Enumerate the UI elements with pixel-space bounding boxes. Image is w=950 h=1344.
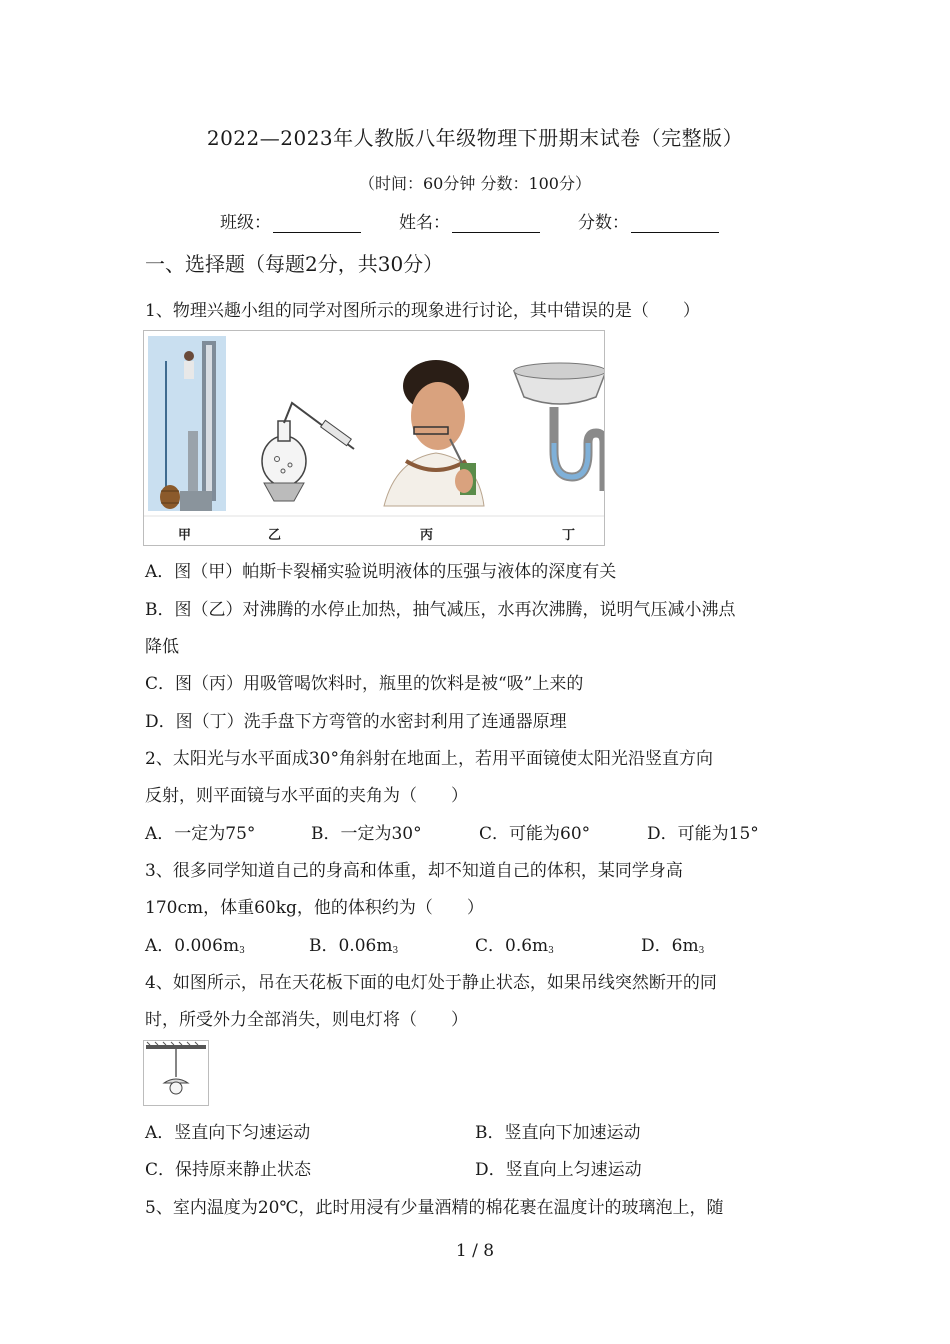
score-label: 分数： <box>578 213 629 233</box>
q4-options-row2 <box>145 1155 642 1180</box>
section-heading: 一、选择题（每题2分，共30分） <box>145 252 444 276</box>
class-blank[interactable] <box>273 212 361 233</box>
name-label: 姓名： <box>399 213 450 233</box>
q4-stem-line1: 4、如图所示，吊在天花板下面的电灯处于静止状态，如果吊线突然断开的同 <box>145 973 717 993</box>
score-blank[interactable] <box>631 212 719 233</box>
q2-stem-line2: 反射，则平面镜与水平面的夹角为（ ） <box>145 786 468 806</box>
pascal-barrel-illustration <box>148 336 226 511</box>
unit-superscript: 3 <box>548 946 554 956</box>
name-blank[interactable] <box>452 212 540 233</box>
q2-option-b[interactable]: B．一定为30° <box>311 824 422 844</box>
q3-option-a[interactable] <box>145 931 309 956</box>
q3-options <box>145 931 704 956</box>
unit-superscript: 3 <box>392 946 399 956</box>
q3-option-d-text: D．6m <box>641 936 699 956</box>
student-info-row <box>220 208 757 233</box>
unit-superscript: 3 <box>239 946 245 956</box>
name-field[interactable] <box>399 208 540 233</box>
class-label: 班级： <box>220 213 271 233</box>
q4-option-c[interactable]: C．保持原来静止状态 <box>145 1160 312 1180</box>
figure-label-ding: 丁 <box>562 528 576 543</box>
q3-option-b-text: B．0.06m <box>309 936 393 956</box>
hanging-lamp-icon <box>144 1041 208 1105</box>
q4-options-row1 <box>145 1118 641 1143</box>
q3-stem-line2: 170cm，体重60kg，他的体积约为（ ） <box>145 898 484 918</box>
q1-option-d[interactable]: D．图（丁）洗手盘下方弯管的水密封利用了连通器原理 <box>145 712 567 732</box>
figure-label-bing: 丙 <box>420 528 434 543</box>
q3-option-a-text: A．0.006m <box>145 936 240 956</box>
q1-option-b[interactable]: B．图（乙）对沸腾的水停止加热，抽气减压，水再次沸腾，说明气压减小沸点 <box>145 600 736 620</box>
figure-label-yi: 乙 <box>268 528 282 543</box>
q3-stem-line1: 3、很多同学知道自己的身高和体重，却不知道自己的体积，某同学身高 <box>145 861 683 881</box>
q3-option-c[interactable] <box>475 931 641 956</box>
q5-stem-line1: 5、室内温度为20℃，此时用浸有少量酒精的棉花裹在温度计的玻璃泡上，随 <box>145 1198 724 1218</box>
q2-stem-line1: 2、太阳光与水平面成30°角斜射在地面上，若用平面镜使太阳光沿竖直方向 <box>145 749 713 769</box>
q3-option-d[interactable] <box>641 931 704 956</box>
q1-figure-drawing <box>144 331 604 545</box>
class-field[interactable] <box>220 208 361 233</box>
sink-trap-illustration <box>514 363 604 491</box>
q2-option-c[interactable]: C．可能为60° <box>479 824 591 844</box>
q2-option-a[interactable]: A．一定为75° <box>145 824 256 844</box>
page-number: 1 / 8 <box>455 1241 495 1261</box>
page-title: 2022—2023年人教版八年级物理下册期末试卷（完整版） <box>206 126 744 150</box>
q4-stem-line2: 时，所受外力全部消失，则电灯将（ ） <box>145 1010 468 1030</box>
q2-options <box>145 819 759 844</box>
score-field[interactable] <box>578 208 719 233</box>
q4-lamp-figure <box>143 1040 209 1106</box>
q3-option-b[interactable] <box>309 931 475 956</box>
q1-figure <box>143 330 605 546</box>
q1-option-a[interactable]: A．图（甲）帕斯卡裂桶实验说明液体的压强与液体的深度有关 <box>145 562 617 582</box>
q4-option-b[interactable]: B．竖直向下加速运动 <box>475 1123 641 1143</box>
boiling-flask-illustration <box>262 403 354 501</box>
q2-option-d[interactable]: D．可能为15° <box>647 824 759 844</box>
q4-option-d[interactable]: D．竖直向上匀速运动 <box>475 1160 642 1180</box>
figure-label-jia: 甲 <box>178 528 192 543</box>
q1-option-c[interactable]: C．图（丙）用吸管喝饮料时，瓶里的饮料是被“吸”上来的 <box>145 674 584 694</box>
q3-option-c-text: C．0.6m <box>475 936 549 956</box>
q4-option-a[interactable]: A．竖直向下匀速运动 <box>145 1123 311 1143</box>
exam-subtitle: （时间：60分钟 分数：100分） <box>359 174 591 193</box>
q1-option-b-cont: 降低 <box>145 637 179 657</box>
q1-stem: 1、物理兴趣小组的同学对图所示的现象进行讨论，其中错误的是（ ） <box>145 301 700 321</box>
unit-superscript: 3 <box>698 946 705 956</box>
person-drinking-illustration <box>382 360 484 506</box>
